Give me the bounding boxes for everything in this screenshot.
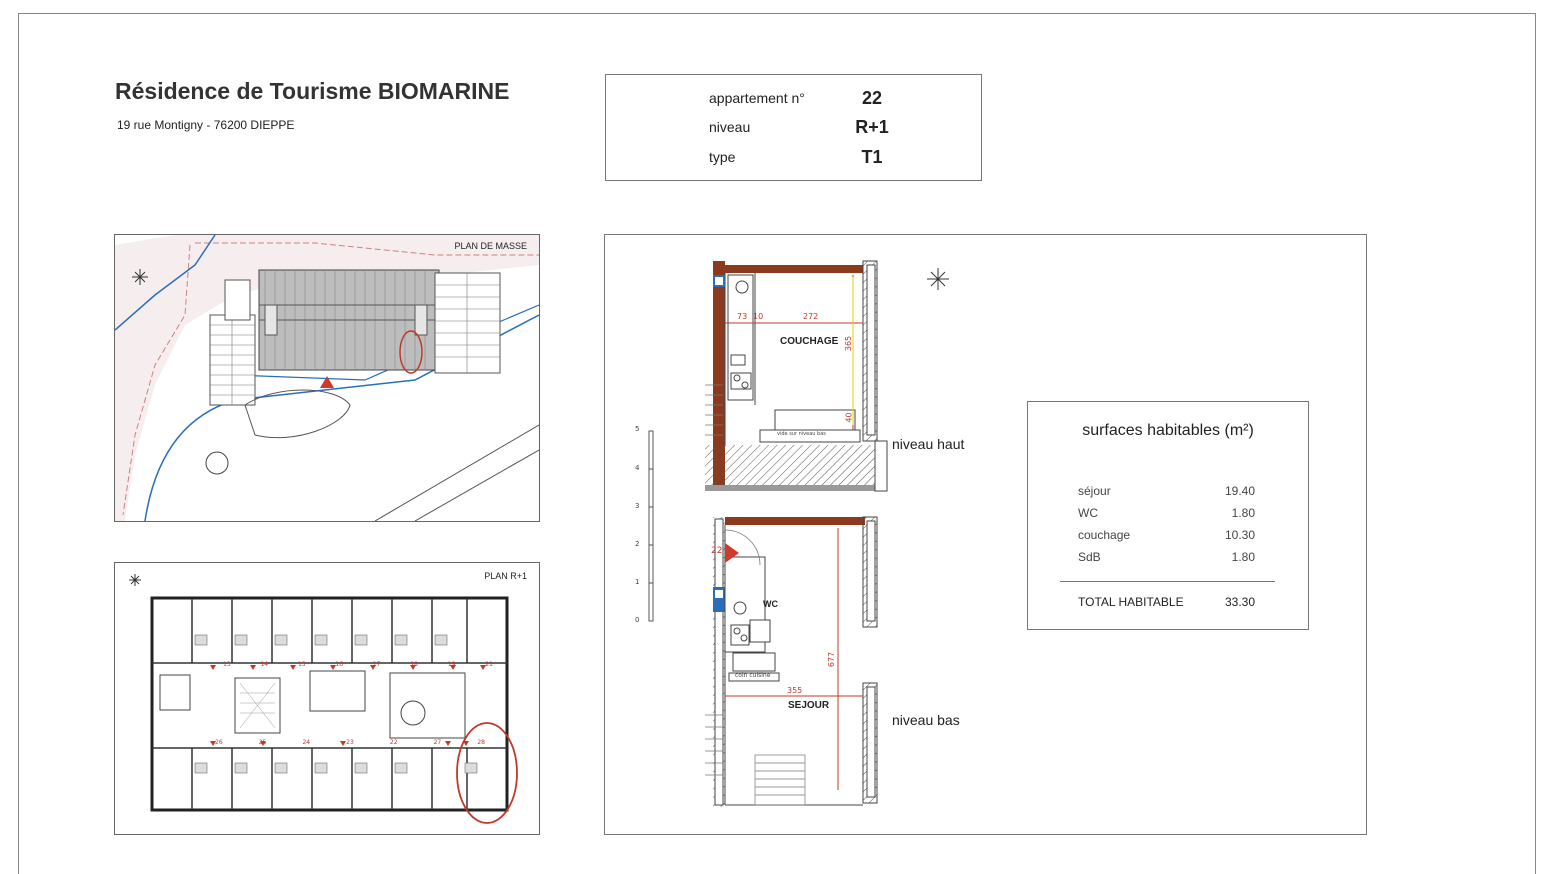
floor-plan-panel xyxy=(114,562,540,835)
lower-level-label: niveau bas xyxy=(892,712,960,728)
unit-number: 25 xyxy=(258,739,267,746)
dimension-677: 677 xyxy=(827,651,837,668)
site-plan-title: PLAN DE MASSE xyxy=(454,241,527,251)
vide-note: vide sur niveau bas xyxy=(777,431,826,437)
surface-label: SdB xyxy=(1078,550,1101,564)
type-label: type xyxy=(709,149,736,165)
apartment-number: 22 xyxy=(861,88,883,108)
unit-number: 17 xyxy=(372,661,381,668)
unit-number: 23 xyxy=(346,739,354,746)
unit-number: 26 xyxy=(215,739,223,746)
unit-number: 18 xyxy=(410,661,418,668)
dimension-10: 10 xyxy=(753,312,764,321)
surface-label: séjour xyxy=(1078,484,1111,498)
surface-label: couchage xyxy=(1078,528,1131,542)
dimension-272: 272 xyxy=(803,312,819,321)
dimension-355: 355 xyxy=(787,686,803,695)
room-couchage: COUCHAGE xyxy=(780,336,839,347)
unit-tag: 22 xyxy=(711,546,723,556)
scale-label: 2 xyxy=(635,540,640,548)
apartment-number-label: appartement n° xyxy=(709,90,805,106)
level-label: niveau xyxy=(709,119,751,135)
surface-value: 1.80 xyxy=(1231,550,1255,564)
unit-number: 14 xyxy=(260,661,269,668)
unit-number: 22 xyxy=(389,739,398,746)
unit-number: 13 xyxy=(223,661,231,668)
unit-number: 19 xyxy=(447,661,456,668)
upper-level-label: niveau haut xyxy=(892,436,965,452)
dimension-365: 365 xyxy=(844,335,854,352)
surface-value: 19.40 xyxy=(1224,484,1255,498)
dimension-40: 40 xyxy=(844,412,854,423)
residence-title: Résidence de Tourisme BIOMARINE xyxy=(115,78,510,104)
surface-row xyxy=(1078,528,1255,548)
total-label: TOTAL HABITABLE xyxy=(1078,595,1184,609)
unit-number: 24 xyxy=(302,739,311,746)
floor-plan-drawing xyxy=(115,563,539,834)
surface-row xyxy=(1078,506,1255,526)
scale-label: 4 xyxy=(635,464,640,472)
surface-value: 10.30 xyxy=(1224,528,1255,542)
type-value: T1 xyxy=(861,147,883,167)
scale-label: 5 xyxy=(635,425,640,433)
surface-row xyxy=(1078,484,1255,504)
unit-numbers-bottom xyxy=(215,739,485,746)
unit-number: 21 xyxy=(485,661,493,668)
info-row-number xyxy=(606,88,981,118)
room-sejour: SEJOUR xyxy=(788,700,830,711)
info-row-level xyxy=(606,117,981,147)
total-value: 33.30 xyxy=(1224,595,1255,609)
scale-label: 0 xyxy=(635,616,640,624)
surface-value: 1.80 xyxy=(1231,506,1255,520)
surfaces-divider xyxy=(1060,581,1275,582)
scale-label: 3 xyxy=(635,502,640,510)
room-wc: WC xyxy=(763,599,778,609)
unit-number: 15 xyxy=(297,661,306,668)
surface-label: WC xyxy=(1078,506,1098,520)
residence-address: 19 rue Montigny - 76200 DIEPPE xyxy=(117,118,295,132)
apartment-info-box xyxy=(605,74,982,181)
dimension-73: 73 xyxy=(737,312,748,321)
coin-cuisine: coin cuisine xyxy=(735,672,771,679)
surfaces-title: surfaces habitables (m²) xyxy=(1082,422,1254,439)
floor-plan-title: PLAN R+1 xyxy=(484,571,527,581)
scale-label: 1 xyxy=(635,578,640,586)
unit-numbers-top xyxy=(223,661,493,668)
info-row-type xyxy=(606,147,981,177)
surfaces-table xyxy=(1027,401,1309,630)
site-plan-panel xyxy=(114,234,540,522)
site-plan-drawing xyxy=(115,235,539,521)
surface-row xyxy=(1078,550,1255,570)
level-value: R+1 xyxy=(855,117,889,137)
unit-number: 27 xyxy=(433,739,442,746)
unit-number: 28 xyxy=(477,739,485,746)
unit-number: 16 xyxy=(335,661,344,668)
